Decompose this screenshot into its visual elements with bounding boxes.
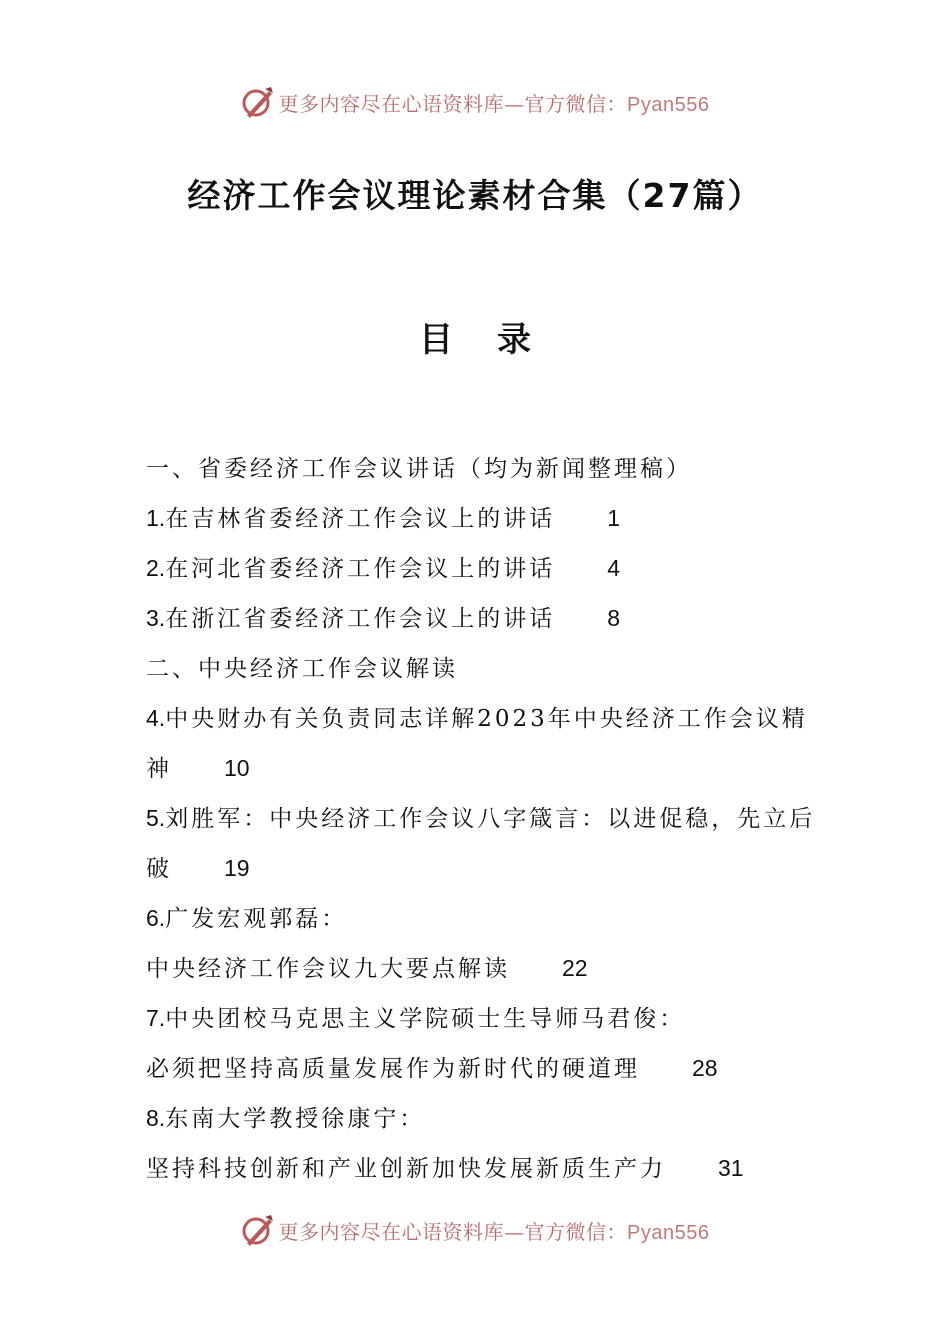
wechat-id: Pyan556 bbox=[627, 93, 710, 116]
toc-entry-page: 1 bbox=[607, 505, 620, 531]
document-title: 经济工作会议理论素材合集（27篇） bbox=[187, 176, 763, 215]
header-banner bbox=[0, 82, 950, 122]
toc-entry-page: 22 bbox=[562, 955, 588, 981]
toc-entry bbox=[146, 1145, 826, 1195]
toc-entry-text: 坚持科技创新和产业创新加快发展新质生产力 bbox=[146, 1156, 666, 1182]
toc-entry bbox=[146, 695, 826, 745]
banner-text: 更多内容尽在心语资料库—官方微信：Pyan556 bbox=[278, 91, 710, 116]
toc-entry bbox=[146, 1095, 826, 1145]
toc-entry bbox=[146, 895, 826, 945]
pen-logo-icon bbox=[241, 85, 275, 119]
toc-entry bbox=[146, 495, 826, 545]
toc-entry-number: 3. bbox=[146, 605, 166, 631]
toc-entry-page: 28 bbox=[692, 1055, 718, 1081]
toc-entry-text: 广发宏观郭磊： bbox=[165, 906, 348, 932]
toc-entry-text: 中央财办有关负责同志详解2023年中央经济工作会议精 bbox=[165, 706, 808, 732]
toc-entry bbox=[146, 945, 826, 995]
toc-entry bbox=[146, 745, 826, 795]
toc-entry bbox=[146, 845, 826, 895]
toc-entry-number: 4. bbox=[146, 705, 166, 731]
toc-entry-number: 2. bbox=[146, 555, 166, 581]
footer-banner bbox=[0, 1210, 950, 1250]
toc-entry bbox=[146, 445, 826, 495]
table-of-contents bbox=[146, 445, 826, 1195]
toc-entry-text: 中央团校马克思主义学院硕士生导师马君俊： bbox=[165, 1006, 686, 1032]
toc-entry bbox=[146, 595, 826, 645]
toc-entry-text: 破 bbox=[146, 856, 172, 882]
toc-entry-page: 10 bbox=[224, 755, 250, 781]
toc-entry-text: 刘胜军：中央经济工作会议八字箴言：以进促稳，先立后 bbox=[165, 806, 816, 832]
toc-heading: 目 录 bbox=[419, 320, 531, 360]
toc-entry-number: 1. bbox=[146, 505, 166, 531]
toc-entry-page: 31 bbox=[718, 1155, 744, 1181]
toc-entry-text: 二、中央经济工作会议解读 bbox=[146, 656, 458, 682]
toc-entry-text: 中央经济工作会议九大要点解读 bbox=[146, 956, 510, 982]
toc-entry-text: 必须把坚持高质量发展作为新时代的硬道理 bbox=[146, 1056, 640, 1082]
toc-entry-number: 7. bbox=[146, 1005, 166, 1031]
toc-entry bbox=[146, 1045, 826, 1095]
toc-entry-number: 5. bbox=[146, 805, 166, 831]
wechat-id: Pyan556 bbox=[627, 1221, 710, 1244]
toc-entry bbox=[146, 645, 826, 695]
toc-entry-page: 19 bbox=[224, 855, 250, 881]
toc-entry-number: 6. bbox=[146, 905, 166, 931]
toc-entry-text: 在河北省委经济工作会议上的讲话 bbox=[165, 556, 556, 582]
toc-entry-text: 在吉林省委经济工作会议上的讲话 bbox=[165, 506, 556, 532]
toc-entry-text: 在浙江省委经济工作会议上的讲话 bbox=[165, 606, 556, 632]
toc-entry-number: 8. bbox=[146, 1105, 166, 1131]
toc-entry-page: 4 bbox=[607, 555, 620, 581]
toc-entry-text: 神 bbox=[146, 756, 172, 782]
pen-logo-icon bbox=[241, 1213, 275, 1247]
toc-entry bbox=[146, 545, 826, 595]
toc-entry-text: 东南大学教授徐康宁： bbox=[165, 1106, 426, 1132]
toc-entry bbox=[146, 795, 826, 845]
banner-text: 更多内容尽在心语资料库—官方微信：Pyan556 bbox=[278, 1219, 710, 1244]
toc-entry bbox=[146, 995, 826, 1045]
toc-entry-text: 一、省委经济工作会议讲话（均为新闻整理稿） bbox=[146, 456, 692, 482]
toc-entry-page: 8 bbox=[607, 605, 620, 631]
